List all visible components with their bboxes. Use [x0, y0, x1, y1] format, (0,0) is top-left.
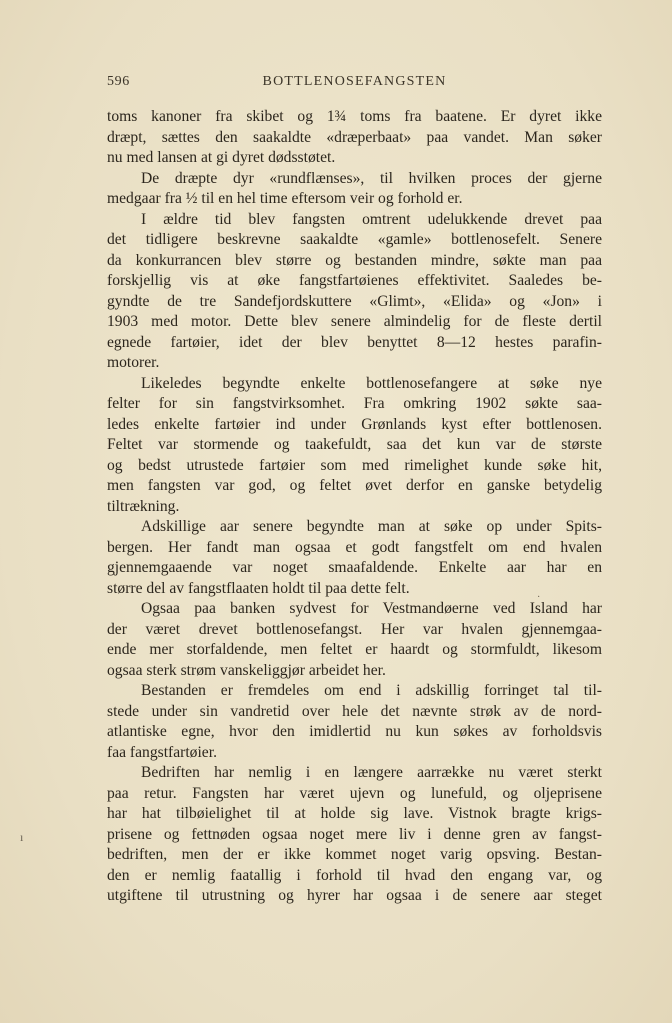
text-line: forskjellig vis at øke fangstfartøienes effektivitet. Saaledes be-: [107, 272, 602, 289]
text-line: men fangsten var god, og feltet øvet derfor en ganske betydelig: [107, 477, 602, 494]
text-line: Bedriften har nemlig i en længere aarrække nu været sterkt: [141, 764, 602, 781]
text-line: og bedst utrustede fartøier som med rimelighet kunde søke hit,: [107, 456, 602, 474]
text-line: Likeledes begyndte enkelte bottlenosefangere at søke nye: [141, 374, 602, 392]
text-line: felter for sin fangstvirksomhet. Fra omkring 1902 søkte saa-: [107, 395, 602, 412]
body-text: [107, 107, 602, 907]
text-line: større del av fangstflaaten holdt til paa dette felt.: [107, 579, 410, 597]
text-line: De dræpte dyr «rundflænses», til hvilken proces der gjerne: [141, 169, 602, 187]
text-line: bergen. Her fandt man ogsaa et godt fangstfelt om end hvalen: [107, 538, 602, 556]
text-line: den er nemlig faatallig i forhold til hvad den engang var, og: [107, 866, 602, 884]
text-line: ende mer storfaldende, men feltet er haardt og stormfuldt, likesom: [107, 641, 602, 658]
text-line: egnede fartøier, idet der blev benyttet 8—12 hestes parafin-: [107, 333, 602, 351]
text-line: Adskillige aar senere begyndte man at søke op under Spits-: [141, 518, 602, 535]
text-line: tiltrækning.: [107, 497, 180, 515]
text-line: medgaar fra ½ til en hel time eftersom veir og forhold er.: [107, 190, 463, 207]
text-line: Feltet var stormende og taakefuldt, saa det kun var de største: [107, 436, 602, 453]
text-line: har hat tilbøielighet til at holde sig lave. Vistnok bragte krigs-: [107, 805, 602, 822]
text-line: gyndte de tre Sandefjordskuttere «Glimt», «Elida» og «Jon» i: [107, 292, 602, 310]
running-head: [107, 74, 602, 96]
text-line: paa retur. Fangsten har været ujevn og lunefuld, og oljeprisene: [107, 784, 602, 802]
margin-tick-mark: ·: [537, 592, 541, 603]
text-line: Bestanden er fremdeles om end i adskillig forringet tal til-: [141, 682, 602, 699]
text-line: ledes enkelte fartøier ind under Grønlands kyst efter bottlenosen.: [107, 415, 602, 433]
text-line: bedriften, men der er ikke kommet noget varig opsving. Bestan-: [107, 846, 602, 863]
text-line: toms kanoner fra skibet og 1¾ toms fra baatene. Er dyret ikke: [107, 108, 602, 125]
text-line: motorer.: [107, 354, 160, 371]
text-line: ogsaa sterk strøm vanskeliggjør arbeidet her.: [107, 661, 386, 679]
text-line: 1903 med motor. Dette blev senere almindelig for de fleste dertil: [107, 313, 602, 330]
margin-tick-mark-left: ı: [20, 830, 24, 844]
text-line: utgiftene til utrustning og hyrer har ogsaa i de senere aar steget: [107, 887, 602, 904]
text-line: faa fangstfartøier.: [107, 743, 217, 761]
text-line: der været drevet bottlenosefangst. Her var hvalen gjennemgaa-: [107, 620, 602, 638]
text-line: stede under sin vandretid over hele det nævnte strøk av de nord-: [107, 702, 602, 720]
text-line: nu med lansen at gi dyret dødsstøtet.: [107, 149, 336, 166]
text-line: atlantiske egne, hvor den imidlertid nu kun søkes av forholdsvis: [107, 723, 602, 740]
text-line: gjennemgaaende var noget smaafaldende. Enkelte aar har en: [107, 559, 602, 576]
text-line: prisene og fettnøden ogsaa noget mere liv i denne gren av fangst-: [107, 825, 602, 843]
running-title: BOTTLENOSEFANGSTEN: [262, 74, 447, 89]
text-line: det tidligere beskrevne saakaldte «gamle» bottlenosefelt. Senere: [107, 231, 602, 248]
text-line: da konkurrancen blev større og bestanden mindre, søkte man paa: [107, 251, 602, 269]
text-line: Ogsaa paa banken sydvest for Vestmandøerne ved Island har: [141, 600, 602, 617]
page-number: 596: [107, 74, 130, 89]
text-line: I ældre tid blev fangsten omtrent udelukkende drevet paa: [141, 210, 602, 228]
text-line: dræpt, sættes den saakaldte «dræperbaat» paa vandet. Man søker: [107, 128, 602, 146]
